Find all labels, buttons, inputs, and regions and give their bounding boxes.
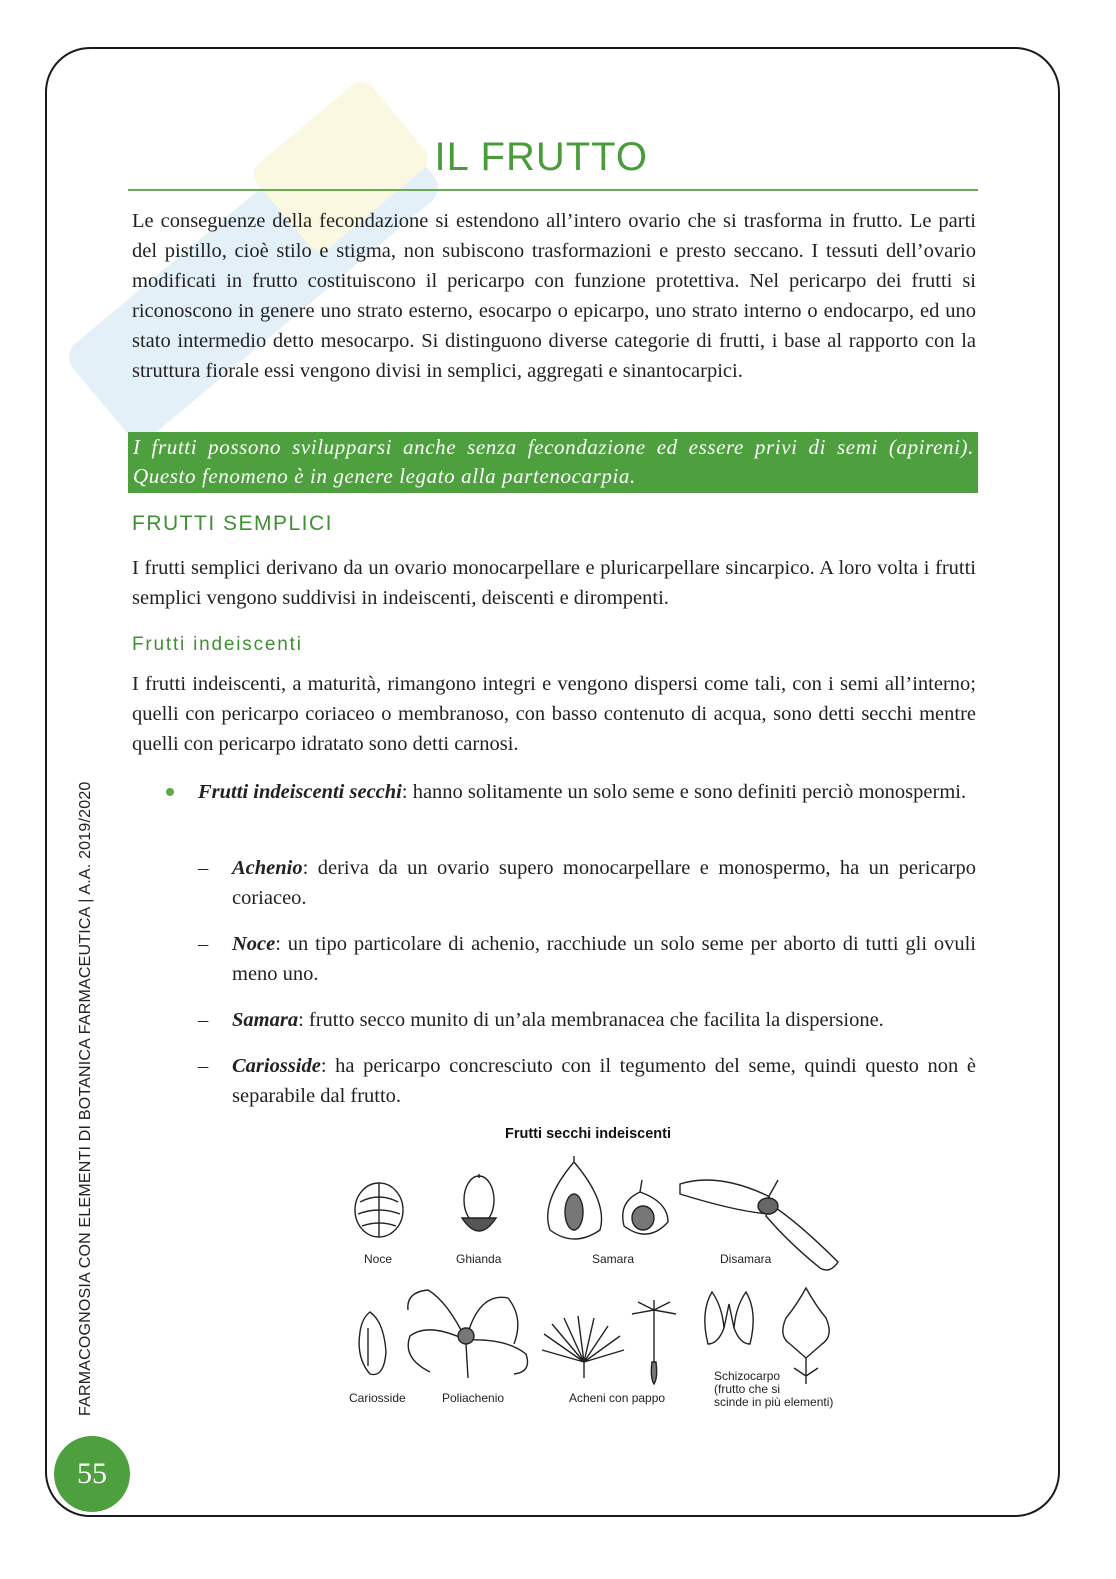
figure-label: Samara — [592, 1252, 635, 1266]
subsection-heading: Frutti indeiscenti — [132, 634, 303, 655]
samara-drawing — [548, 1156, 668, 1239]
dash-marker: – — [198, 1009, 209, 1031]
bullet-term: Frutti indeiscenti secchi — [198, 781, 402, 803]
figure-label: Noce — [364, 1252, 393, 1266]
subsection-paragraph: I frutti indeiscenti, a maturità, rimangono integri e vengono dispersi come tali, con i semi all’interno; quelli con pericarpo coriaceo o membranoso, con basso contenuto di acqua, sono detti secchi mentre quelli con pericarpo idratato sono detti carnosi. — [132, 673, 976, 755]
noce-drawing — [355, 1183, 403, 1237]
list-item — [198, 853, 976, 913]
figure-label: scinde in più elementi) — [714, 1395, 834, 1409]
figure-label: Disamara — [720, 1252, 772, 1266]
title-divider — [128, 189, 978, 191]
item-text: : deriva da un ovario supero monocarpellare e monospermo, ha un pericarpo coriaceo. — [232, 857, 976, 909]
list-item — [198, 1051, 976, 1111]
dash-marker: – — [198, 857, 209, 879]
bullet-dot-icon — [166, 788, 174, 796]
sidebar-course-label: FARMACOGNOSIA CON ELEMENTI DI BOTANICA FARMACEUTICA | A.A. 2019/2020 — [77, 781, 94, 1416]
item-text: : ha pericarpo concresciuto con il tegumento del seme, quindi questo non è separabile dal frutto. — [232, 1055, 976, 1107]
item-term: Cariosside — [232, 1055, 321, 1077]
list-item — [198, 1005, 976, 1035]
figure-label: Ghianda — [456, 1252, 502, 1266]
cariosside-drawing — [359, 1312, 386, 1375]
list-item — [198, 929, 976, 989]
figure-label: (frutto che si — [714, 1382, 781, 1396]
figure-label: Poliachenio — [442, 1391, 505, 1405]
figure-label: Schizocarpo — [714, 1369, 781, 1383]
page-title: IL FRUTTO — [434, 135, 648, 179]
ghianda-drawing — [462, 1174, 496, 1231]
section-paragraph: I frutti semplici derivano da un ovario monocarpellare e pluricarpellare sincarpico. A loro volta i frutti semplici vengono suddivisi in indeiscenti, deiscenti e dirompenti. — [132, 557, 976, 609]
item-term: Samara — [232, 1009, 299, 1031]
item-text: : frutto secco munito di un’ala membranacea che facilita la dispersione. — [298, 1009, 884, 1031]
poliachenio-drawing — [408, 1290, 528, 1378]
dash-marker: – — [198, 1055, 209, 1077]
callout-box: I frutti possono svilupparsi anche senza fecondazione ed essere privi di semi (apireni). Questo fenomeno è in genere legato alla partenocarpia. — [128, 432, 978, 493]
fruit-illustration-figure — [338, 1122, 858, 1422]
page-number-badge: 55 — [54, 1436, 130, 1512]
figure-label: Acheni con pappo — [569, 1391, 666, 1405]
item-term: Noce — [232, 933, 276, 955]
dash-marker: – — [198, 933, 209, 955]
intro-paragraph: Le conseguenze della fecondazione si estendono all’intero ovario che si trasforma in frutto. Le parti del pistillo, cioè stilo e stigma, non subiscono trasformazioni e presto seccano. I tessuti dell’ovario modificati in frutto costituiscono il pericarpo con funzione protettiva. Nel pericarpo dei frutti si riconoscono in genere uno strato esterno, esocarpo o epicarpo, uno strato interno o endocarpo, ed uno stato intermedio detto mesocarpo. Si distinguono diverse categorie di frutti, i base al rapporto con la struttura fiorale essi vengono divisi in semplici, aggregati e sinantocarpici. — [132, 210, 976, 382]
bullet-item — [198, 777, 976, 807]
bullet-text: : hanno solitamente un solo seme e sono definiti perciò monospermi. — [401, 781, 967, 803]
figure-title: Frutti secchi indeiscenti — [505, 1126, 671, 1142]
item-term: Achenio — [232, 857, 303, 879]
acheni-drawing — [542, 1300, 676, 1384]
section-heading: FRUTTI SEMPLICI — [132, 512, 334, 535]
item-text: : un tipo particolare di achenio, racchiude un solo seme per aborto di tutti gli ovuli meno uno. — [232, 933, 976, 985]
figure-label: Cariosside — [349, 1391, 406, 1405]
